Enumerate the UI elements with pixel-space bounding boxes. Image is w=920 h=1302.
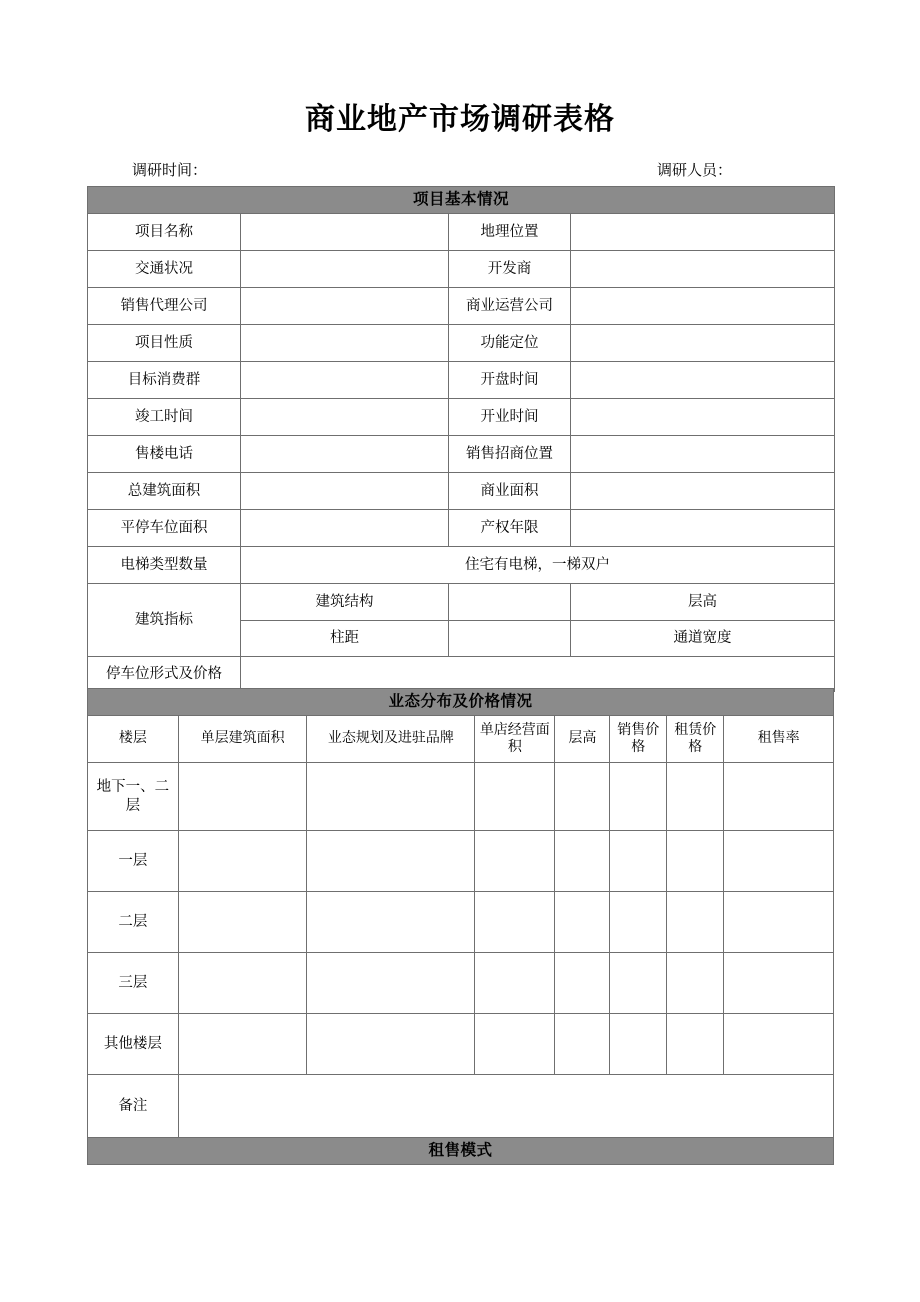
table-row (88, 1075, 834, 1138)
field-value-traffic[interactable] (241, 251, 449, 288)
field-label-sales-phone: 售楼电话 (88, 436, 241, 473)
cell-rent-price[interactable] (667, 953, 724, 1014)
section-band-row (88, 1138, 834, 1165)
field-label-sales-agency: 销售代理公司 (88, 288, 241, 325)
table-row (88, 214, 835, 251)
cell-note-value[interactable] (178, 1075, 833, 1138)
cell-store-operating-area[interactable] (475, 763, 555, 831)
table-row (88, 362, 835, 399)
cell-store-operating-area[interactable] (475, 1014, 555, 1075)
table-row (88, 288, 835, 325)
page-title: 商业地产市场调研表格 (305, 102, 615, 137)
cell-sale-price[interactable] (610, 831, 667, 892)
cell-rent-sale-rate[interactable] (724, 831, 834, 892)
field-label-commercial-area: 商业面积 (449, 473, 571, 510)
field-value-sales-office-location[interactable] (571, 436, 835, 473)
table-row (88, 1014, 834, 1075)
field-value-project-nature[interactable] (241, 325, 449, 362)
survey-person-label: 调研人员： (657, 161, 733, 179)
field-label-property-years: 产权年限 (449, 510, 571, 547)
cell-sale-price[interactable] (610, 1014, 667, 1075)
section-band-project-basic: 项目基本情况 (88, 187, 835, 214)
survey-time-label: 调研时间： (132, 161, 208, 179)
cell-store-operating-area[interactable] (475, 831, 555, 892)
cell-rent-price[interactable] (667, 1014, 724, 1075)
field-label-target-consumer: 目标消费群 (88, 362, 241, 399)
cell-floor-height[interactable] (555, 892, 610, 953)
cell-format-plan-brands[interactable] (307, 831, 475, 892)
table-row (88, 953, 834, 1014)
field-value-target-consumer[interactable] (241, 362, 449, 399)
field-label-column-spacing: 柱距 (241, 620, 449, 657)
column-header-format-plan-brands: 业态规划及进驻品牌 (307, 716, 475, 763)
table-row (88, 584, 835, 621)
column-header-single-floor-area: 单层建筑面积 (178, 716, 307, 763)
field-value-opening-sale-time[interactable] (571, 362, 835, 399)
row-label-floor-2: 二层 (88, 892, 179, 953)
cell-single-floor-area[interactable] (178, 763, 307, 831)
table-row (88, 547, 835, 584)
table-row (88, 325, 835, 362)
field-value-location[interactable] (571, 214, 835, 251)
table-row (88, 251, 835, 288)
cell-single-floor-area[interactable] (178, 892, 307, 953)
field-label-building-index: 建筑指标 (88, 584, 241, 657)
field-value-column-spacing[interactable] (449, 620, 571, 657)
column-header-rent-price: 租赁价格 (667, 716, 724, 763)
field-label-parking-form-price: 停车位形式及价格 (88, 657, 241, 692)
field-label-floor-height: 层高 (571, 584, 835, 621)
field-label-developer: 开发商 (449, 251, 571, 288)
table-row (88, 831, 834, 892)
cell-rent-price[interactable] (667, 831, 724, 892)
cell-store-operating-area[interactable] (475, 892, 555, 953)
field-value-function-position[interactable] (571, 325, 835, 362)
field-label-project-nature: 项目性质 (88, 325, 241, 362)
field-label-elevator-type-count: 电梯类型数量 (88, 547, 241, 584)
section-band-rent-sale-mode: 租售模式 (88, 1138, 834, 1165)
section-band-row (88, 187, 835, 214)
field-label-flat-parking-area: 平停车位面积 (88, 510, 241, 547)
row-label-other-floors: 其他楼层 (88, 1014, 179, 1075)
cell-sale-price[interactable] (610, 892, 667, 953)
field-value-property-years[interactable] (571, 510, 835, 547)
field-value-sales-phone[interactable] (241, 436, 449, 473)
cell-floor-height[interactable] (555, 763, 610, 831)
field-label-project-name: 项目名称 (88, 214, 241, 251)
table-row (88, 436, 835, 473)
field-label-opening-sale-time: 开盘时间 (449, 362, 571, 399)
field-value-developer[interactable] (571, 251, 835, 288)
cell-store-operating-area[interactable] (475, 953, 555, 1014)
field-value-business-open-time[interactable] (571, 399, 835, 436)
row-label-basement-floors: 地下一、二层 (88, 763, 179, 831)
field-label-function-position: 功能定位 (449, 325, 571, 362)
cell-floor-height[interactable] (555, 1014, 610, 1075)
table-row (88, 763, 834, 831)
field-value-building-structure[interactable] (449, 584, 571, 621)
field-label-location: 地理位置 (449, 214, 571, 251)
field-label-building-structure: 建筑结构 (241, 584, 449, 621)
column-header-floor-height: 层高 (555, 716, 610, 763)
cell-format-plan-brands[interactable] (307, 763, 475, 831)
table-row (88, 892, 834, 953)
cell-format-plan-brands[interactable] (307, 953, 475, 1014)
field-value-project-name[interactable] (241, 214, 449, 251)
cell-rent-sale-rate[interactable] (724, 1014, 834, 1075)
cell-rent-sale-rate[interactable] (724, 763, 834, 831)
table-row (88, 399, 835, 436)
row-label-note: 备注 (88, 1075, 179, 1138)
cell-floor-height[interactable] (555, 953, 610, 1014)
cell-single-floor-area[interactable] (178, 831, 307, 892)
field-value-flat-parking-area[interactable] (241, 510, 449, 547)
field-label-total-build-area: 总建筑面积 (88, 473, 241, 510)
cell-sale-price[interactable] (610, 763, 667, 831)
cell-rent-sale-rate[interactable] (724, 892, 834, 953)
cell-floor-height[interactable] (555, 831, 610, 892)
field-label-operation-company: 商业运营公司 (449, 288, 571, 325)
table-row (88, 510, 835, 547)
field-value-parking-form-price[interactable] (241, 657, 835, 692)
field-label-completion-time: 竣工时间 (88, 399, 241, 436)
cell-format-plan-brands[interactable] (307, 892, 475, 953)
field-label-business-open-time: 开业时间 (449, 399, 571, 436)
survey-meta-row (87, 158, 834, 182)
cell-rent-price[interactable] (667, 763, 724, 831)
field-value-total-build-area[interactable] (241, 473, 449, 510)
format-distribution-price-table (87, 688, 834, 1165)
column-header-rent-sale-rate: 租售率 (724, 716, 834, 763)
table-row (88, 657, 835, 692)
field-value-completion-time[interactable] (241, 399, 449, 436)
cell-rent-sale-rate[interactable] (724, 953, 834, 1014)
field-value-operation-company[interactable] (571, 288, 835, 325)
project-basic-info-table (87, 186, 835, 692)
cell-rent-price[interactable] (667, 892, 724, 953)
section-band-format-distribution: 业态分布及价格情况 (88, 689, 834, 716)
field-value-elevator-type-count[interactable]: 住宅有电梯，一梯双户 (241, 547, 835, 584)
cell-single-floor-area[interactable] (178, 1014, 307, 1075)
field-label-aisle-width: 通道宽度 (571, 620, 835, 657)
row-label-floor-1: 一层 (88, 831, 179, 892)
cell-format-plan-brands[interactable] (307, 1014, 475, 1075)
field-value-sales-agency[interactable] (241, 288, 449, 325)
cell-single-floor-area[interactable] (178, 953, 307, 1014)
field-label-sales-office-location: 销售招商位置 (449, 436, 571, 473)
table-header-row (88, 716, 834, 763)
column-header-store-operating-area: 单店经营面积 (475, 716, 555, 763)
row-label-floor-3: 三层 (88, 953, 179, 1014)
field-value-commercial-area[interactable] (571, 473, 835, 510)
cell-sale-price[interactable] (610, 953, 667, 1014)
column-header-sale-price: 销售价格 (610, 716, 667, 763)
column-header-floor: 楼层 (88, 716, 179, 763)
field-label-traffic: 交通状况 (88, 251, 241, 288)
section-band-row (88, 689, 834, 716)
table-row (88, 473, 835, 510)
